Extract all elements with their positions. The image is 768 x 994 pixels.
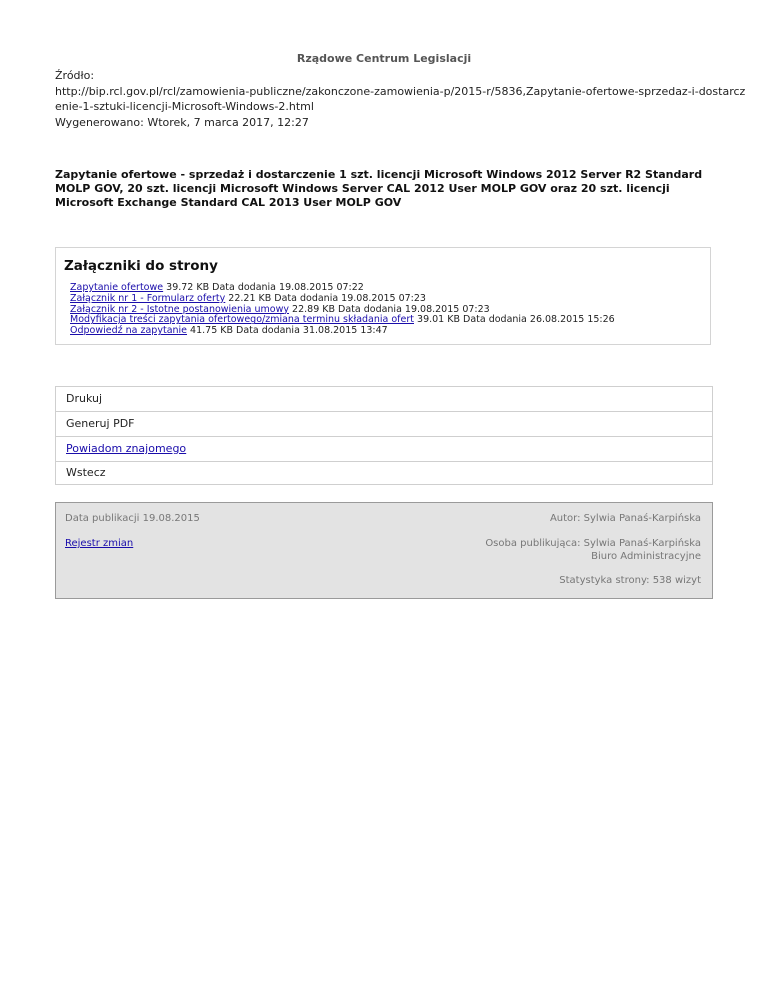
attachment-link[interactable]: Modyfikacja treści zapytania ofertowego/zmiana terminu składania ofert [70, 314, 414, 326]
page-metadata [55, 502, 713, 599]
attachment-info: 22.21 KB Data dodania 19.08.2015 07:23 [225, 292, 426, 304]
attachment-info: 39.01 KB Data dodania 26.08.2015 15:26 [414, 314, 615, 326]
print-button[interactable]: Drukuj [55, 386, 713, 411]
attachment-link[interactable]: Odpowiedź na zapytanie [70, 325, 188, 337]
source-label: Źródło: [55, 69, 95, 82]
page-actions [55, 386, 713, 485]
attachment-link[interactable]: Zapytanie ofertowe [70, 282, 164, 293]
changelog-item [65, 538, 133, 549]
source-url-line-2: enie-1-sztuki-licencji-Microsoft-Windows-2.html [55, 100, 314, 113]
attachment-link[interactable]: Załącznik nr 2 - Istotne postanowienia umowy [70, 303, 290, 315]
changelog-link[interactable]: Rejestr zmian [65, 538, 134, 549]
attachment-info: 22.89 KB Data dodania 19.08.2015 07:23 [289, 303, 490, 315]
attachment-info: 41.75 KB Data dodania 31.08.2015 13:47 [187, 325, 388, 337]
org-title: Rządowe Centrum Legislacji [296, 52, 472, 65]
generate-pdf-button[interactable]: Generuj PDF [55, 411, 713, 436]
attachments-heading: Załączniki do strony [64, 258, 218, 274]
page-title: Zapytanie ofertowe - sprzedaż i dostarczenie 1 szt. licencji Microsoft Windows 2012 Server R2 Standard MOLP GOV, 20 szt. licencji Microsoft Windows Server CAL 2012 User MOLP GOV oraz 20 szt. licencji Microsoft Exchange Standard CAL 2013 User MOLP GOV [55, 168, 703, 209]
page-stats: Statystyka strony: 538 wizyt [559, 575, 701, 586]
attachments-list [70, 283, 615, 337]
attachment-link[interactable]: Załącznik nr 1 - Formularz oferty [70, 292, 226, 304]
publisher: Osoba publikująca: Sylwia Panaś-Karpińska [485, 538, 701, 549]
source-block [55, 68, 746, 130]
notify-friend-item [55, 436, 713, 461]
attachment-item [70, 326, 615, 337]
publication-date: Data publikacji 19.08.2015 [65, 513, 200, 524]
attachment-info: 39.72 KB Data dodania 19.08.2015 07:22 [163, 282, 364, 293]
attachments-section [55, 247, 711, 345]
department: Biuro Administracyjne [591, 551, 701, 562]
author: Autor: Sylwia Panaś-Karpińska [549, 513, 701, 524]
source-url-line-1: http://bip.rcl.gov.pl/rcl/zamowienia-publiczne/zakonczone-zamowienia-p/2015-r/5836,Zapytanie-ofertowe-sprzedaz-i-dostarcz [55, 84, 746, 98]
back-button[interactable]: Wstecz [55, 461, 713, 485]
notify-friend-link[interactable]: Powiadom znajomego [66, 442, 187, 455]
generated-timestamp: Wygenerowano: Wtorek, 7 marca 2017, 12:27 [55, 115, 309, 129]
